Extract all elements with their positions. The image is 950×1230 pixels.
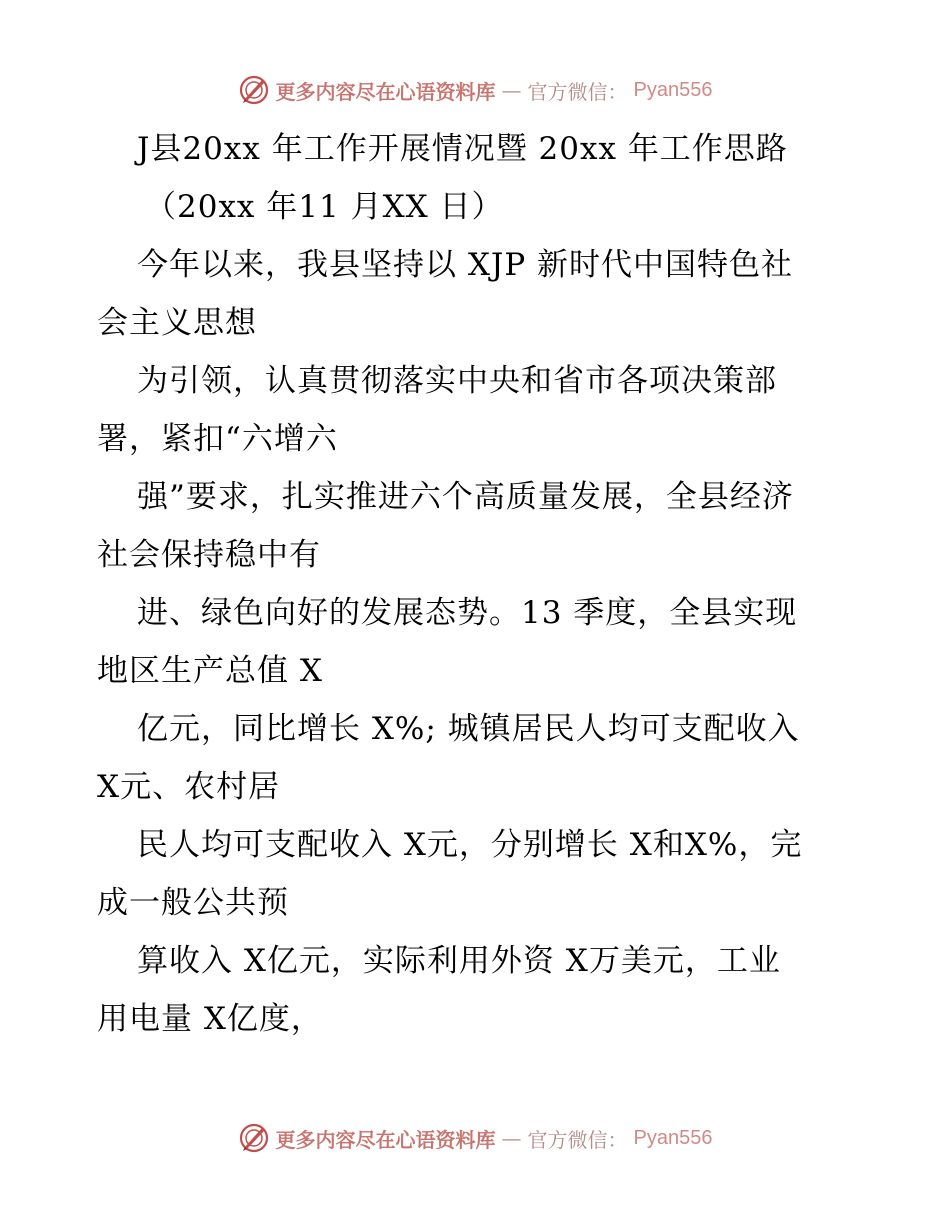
document-date: （20xx 年11 月XX 日）: [145, 189, 504, 225]
paragraph-line: 会主义思想: [97, 305, 257, 341]
document-title: J县20xx 年工作开展情况暨 20xx 年工作思路: [137, 131, 788, 167]
header-banner: [0, 70, 950, 110]
paragraph-line: 社会保持稳中有: [97, 537, 321, 573]
paragraph-line: 今年以来，我县坚持以 XJP 新时代中国特色社: [137, 247, 794, 283]
quill-logo-icon: [238, 74, 270, 106]
paragraph-line: 进、绿色向好的发展态势。13 季度，全县实现: [137, 595, 798, 631]
paragraph-line: 用电量 X亿度，: [97, 1001, 323, 1037]
banner-wechat-label: 官方微信：: [527, 79, 628, 104]
banner-separator: —: [501, 1126, 522, 1150]
paragraph-line: X元、农村居: [97, 769, 281, 805]
paragraph-line: 署，紧扣“六增六: [97, 421, 338, 457]
banner-separator: —: [501, 78, 522, 102]
paragraph-line: 算收入 X亿元，实际利用外资 X万美元，工业: [137, 943, 781, 979]
paragraph-line: 亿元，同比增长 X%; 城镇居民人均可支配收入: [137, 711, 800, 747]
quill-logo-icon: [238, 1122, 270, 1154]
paragraph-line: 地区生产总值 X: [97, 653, 323, 689]
paragraph-line: 成一般公共预: [97, 885, 289, 921]
banner-title: 更多内容尽在心语资料库: [275, 1127, 496, 1152]
paragraph-line: 强”要求，扎实推进六个高质量发展，全县经济: [137, 479, 794, 515]
banner-wechat-label: 官方微信：: [527, 1127, 628, 1152]
paragraph-line: 为引领，认真贯彻落实中央和省市各项决策部: [137, 363, 777, 399]
document-body: [97, 120, 857, 1048]
footer-banner: [0, 1118, 950, 1158]
banner-title: 更多内容尽在心语资料库: [275, 79, 496, 104]
banner-wechat-id: Pyan556: [633, 78, 713, 101]
paragraph-line: 民人均可支配收入 X元，分别增长 X和X%，完: [137, 827, 803, 863]
banner-wechat-id: Pyan556: [633, 1126, 713, 1149]
